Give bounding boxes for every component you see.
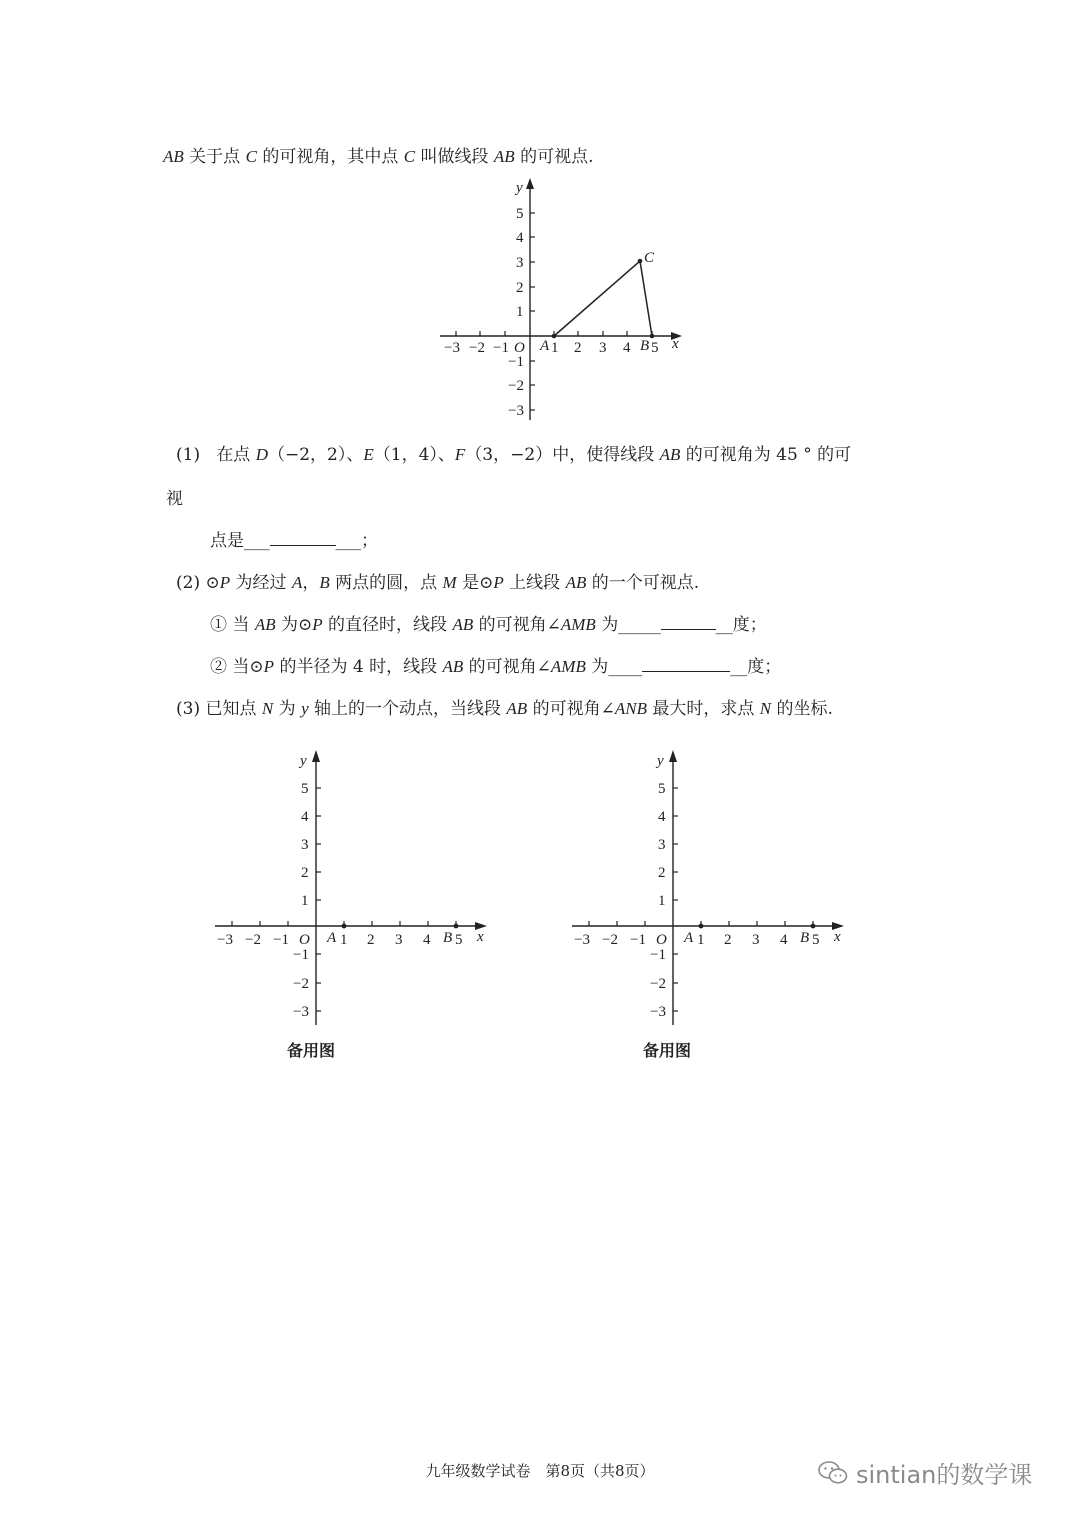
question-1-answer: 点是___ ___；	[210, 531, 378, 551]
x-tick-neg3: −3	[444, 340, 460, 356]
y-axis-label: y	[657, 753, 664, 769]
x-tick-3: 3	[752, 932, 760, 948]
point-a-label: A	[684, 930, 694, 946]
y-tick-2: 2	[658, 865, 666, 881]
y-tick-2: 2	[301, 865, 309, 881]
y-tick-1: 1	[516, 304, 524, 320]
x-tick-2: 2	[574, 340, 582, 356]
y-tick-neg2: −2	[508, 378, 524, 394]
point-b-label: B	[800, 930, 810, 946]
y-tick-5: 5	[658, 781, 666, 797]
segment-ac	[554, 261, 640, 336]
x-tick-1: 1	[697, 932, 705, 948]
x-tick-2: 2	[367, 932, 375, 948]
point-b-label: B	[443, 930, 453, 946]
x-tick-4: 4	[423, 932, 431, 948]
intro-line: AB 关于点 C 的可视角，其中点 C 叫做线段 AB 的可视点.	[163, 147, 594, 167]
watermark-text: sintian的数学课	[856, 1461, 1033, 1489]
x-tick-5: 5	[812, 932, 820, 948]
x-axis-label: x	[834, 929, 841, 945]
x-tick-3: 3	[599, 340, 607, 356]
y-axis-arrow	[526, 178, 534, 189]
y-tick-neg3: −3	[293, 1004, 309, 1020]
y-tick-1: 1	[301, 893, 309, 909]
origin-label: O	[299, 932, 310, 948]
spare-figure-left	[205, 745, 505, 1035]
point-a-dot	[552, 334, 557, 339]
y-tick-neg2: −2	[293, 976, 309, 992]
x-tick-neg1: −1	[493, 340, 509, 356]
spare-caption-right: 备用图	[643, 1041, 692, 1060]
point-a-label: A	[327, 930, 337, 946]
x-tick-3: 3	[395, 932, 403, 948]
y-tick-3: 3	[516, 255, 524, 271]
question-2-sub-1: ① 当 AB 为⊙P 的直径时，线段 AB 的可视角∠AMB 为_____ __度；	[210, 615, 767, 635]
spare-figure-right	[562, 745, 862, 1035]
answer-blank-3[interactable]	[642, 657, 730, 672]
x-tick-4: 4	[623, 340, 631, 356]
y-tick-neg2: −2	[650, 976, 666, 992]
x-tick-5: 5	[651, 340, 659, 356]
x-tick-2: 2	[724, 932, 732, 948]
x-tick-neg3: −3	[217, 932, 233, 948]
y-axis-arrow	[312, 750, 320, 762]
y-axis-label: y	[300, 753, 307, 769]
answer-blank-2[interactable]	[661, 615, 716, 630]
question-2-sub-2: ② 当⊙P 的半径为 4 时，线段 AB 的可视角∠AMB 为____ __度；	[210, 657, 782, 677]
y-tick-neg3: −3	[508, 403, 524, 419]
segment-cb	[640, 261, 652, 336]
x-tick-4: 4	[780, 932, 788, 948]
x-axis-label: x	[672, 336, 679, 352]
y-tick-3: 3	[658, 837, 666, 853]
question-1: (1) 在点 D（−2，2）、E（1，4）、F（3，−2）中，使得线段 AB 的可视角为 45 ° 的可	[176, 445, 852, 465]
y-tick-neg1: −1	[650, 947, 666, 963]
x-tick-neg1: −1	[273, 932, 289, 948]
y-tick-neg3: −3	[650, 1004, 666, 1020]
y-axis-label: y	[516, 180, 523, 196]
y-tick-neg1: −1	[508, 354, 524, 370]
x-tick-neg2: −2	[602, 932, 618, 948]
tick-marks	[232, 788, 456, 1011]
x-axis-label: x	[477, 929, 484, 945]
x-tick-1: 1	[340, 932, 348, 948]
y-tick-2: 2	[516, 280, 524, 296]
point-b-label: B	[640, 338, 650, 354]
y-tick-neg1: −1	[293, 947, 309, 963]
y-tick-1: 1	[658, 893, 666, 909]
y-tick-3: 3	[301, 837, 309, 853]
main-coordinate-figure	[430, 172, 700, 427]
y-axis-arrow	[669, 750, 677, 762]
point-c-label: C	[644, 250, 655, 266]
tick-marks	[456, 213, 652, 410]
wechat-icon	[818, 1460, 848, 1486]
y-tick-5: 5	[301, 781, 309, 797]
x-tick-neg1: −1	[630, 932, 646, 948]
question-1-continuation: 视	[166, 489, 183, 509]
point-a-dot	[699, 924, 704, 929]
x-tick-neg3: −3	[574, 932, 590, 948]
question-3: (3) 已知点 N 为 y 轴上的一个动点，当线段 AB 的可视角∠ANB 最大时，求点 N 的坐标.	[176, 699, 833, 719]
point-b-dot	[454, 924, 459, 929]
spare-caption-left: 备用图	[287, 1041, 336, 1060]
y-tick-4: 4	[658, 809, 666, 825]
page-footer: 九年级数学试卷 第8页（共8页）	[425, 1462, 655, 1480]
x-tick-1: 1	[551, 340, 559, 356]
x-tick-neg2: −2	[245, 932, 261, 948]
point-b-dot	[811, 924, 816, 929]
x-tick-neg2: −2	[469, 340, 485, 356]
x-tick-5: 5	[455, 932, 463, 948]
question-2: (2) ⊙P 为经过 A，B 两点的圆，点 M 是⊙P 上线段 AB 的一个可视点.	[176, 573, 700, 593]
tick-marks	[589, 788, 813, 1011]
answer-blank-1[interactable]	[270, 531, 336, 546]
y-tick-4: 4	[516, 230, 524, 246]
point-c-dot	[638, 259, 643, 264]
watermark	[818, 1455, 1032, 1490]
point-a-label: A	[540, 338, 550, 354]
point-a-dot	[342, 924, 347, 929]
origin-label: O	[514, 340, 525, 356]
point-b-dot	[650, 334, 655, 339]
origin-label: O	[656, 932, 667, 948]
y-tick-5: 5	[516, 206, 524, 222]
y-tick-4: 4	[301, 809, 309, 825]
